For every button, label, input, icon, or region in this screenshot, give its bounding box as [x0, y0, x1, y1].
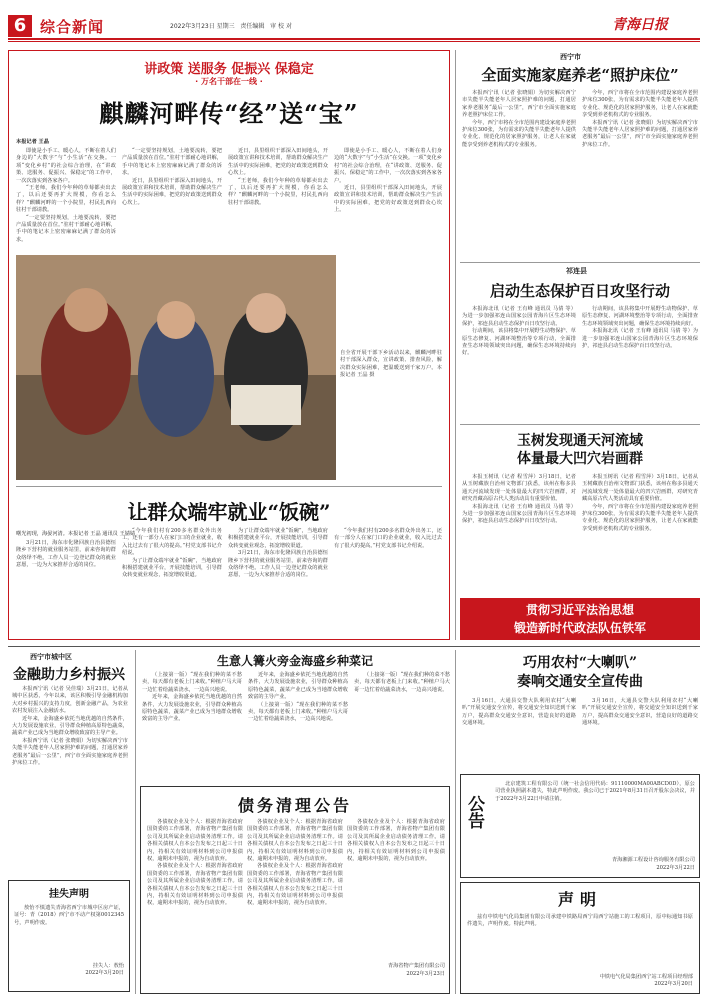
feature-body-col2	[122, 148, 222, 248]
paragraph: 今年，西宁市将在全市范围内建设家庭养老照护床位300张，为有需求的失能半失能老年人提供专业化、规范化的居家照护服务，让老人在家就能享受到养老机构式的专业服务。	[462, 119, 576, 148]
divider	[460, 424, 700, 425]
feature-caption	[340, 350, 442, 480]
paragraph: 本报海北讯（记者 王有峰 通讯员 马倩 等）为进一步加强祁连山国家公园青海片区生态环境保护，祁连县启动生态保护百日攻坚行动。	[462, 503, 576, 525]
paragraph: 兹有中铁电气化局集团有限公司承建中铁路局西宁局西宁站施工的工程项目，原中标通知书原件遗失，声明作废。特此声明。	[467, 914, 693, 928]
paragraph: （上接第一版）“现在我们种的菜不愁卖，每天都有老板上门来收。”种植户马大哥一边忙着给蔬菜浇水，一边高兴地说。	[354, 672, 450, 693]
caption-text: 自全省开展干部下乡活动以来，麒麟河畔驻村干部深入群众，宣讲政策、排查风险，解决群众实际困难，把温暖送到千家万户。本报记者 王晶 摄	[340, 350, 442, 379]
br-body-col2	[582, 698, 698, 768]
public-notice-signature: 青海湘源工程设计咨询服务有限公司	[611, 857, 695, 863]
lost-notice-date: 2022年3月20日	[85, 970, 124, 977]
lost-notice-signature: 挂失人：敖怡	[92, 963, 124, 969]
paragraph: 3月21日，海东市化隆回族自治县德恒隆乡下营村的就业服务站里，前来咨询的群众络绎不绝。工作人员一边登记群众的就业意愿，一边为大家推荐合适的岗位。	[228, 550, 328, 579]
paragraph: 各债权企业及个人：根据青海省政府国资委的工作部署，青海省物产集团有限公司及其所属企业启动债务清理工作。请各相关债权人自本公告发布之日起三十日内，持相关有效证明材料到公司申报债权，逾期未申报的，视为自动放弃。	[347, 819, 445, 863]
statement-box	[460, 882, 700, 994]
paragraph: “一定要坚持规划，土地要流转，要把产品质量放在首位。”驻村干部耐心地讲解，手中的笔记本上密密麻麻记满了群众的诉求。	[122, 148, 222, 177]
feature-body-col4	[334, 148, 442, 248]
mid-headline: 让群众端牢就业“饭碗”	[127, 500, 331, 524]
ad-banner-line2: 锻造新时代政法队伍铁军	[513, 621, 646, 635]
section-divider	[8, 646, 700, 647]
divider	[460, 262, 700, 263]
paragraph: 近日，县里组织干部深入田间地头，开展政策宣讲和技术培训，帮助群众解决生产生活中的实际困难，把党的好政策送到群众心坎上。	[334, 185, 442, 214]
feature-body-col3	[228, 148, 328, 248]
paragraph: （上接第一版）“现在我们种的菜不愁卖，每天都有老板上门来收。”种植户马大哥一边忙着给蔬菜浇水，一边高兴地说。	[142, 672, 242, 693]
right-body-2a	[462, 306, 576, 418]
ad-banner	[460, 598, 700, 640]
debt-notice-box	[140, 786, 450, 994]
divider	[16, 486, 442, 487]
public-notice-date: 2022年3月22日	[656, 865, 695, 871]
paragraph: 近年来，金海盛乡依托当地优越的自然条件，大力发展设施农业，引导群众种植高原特色蔬菜，蔬菜产业已成为当地群众增收致富的主导产业。	[248, 672, 348, 701]
ad-banner-line1: 贯彻习近平法治思想	[525, 603, 634, 617]
mid-body-col4	[334, 528, 442, 632]
statement-signature: 中铁电气化局集团西宁站工程项目经理部	[599, 974, 693, 980]
column-divider	[455, 650, 456, 994]
paragraph: 近日，县里组织干部深入田间地头，开展政策宣讲和技术培训，帮助群众解决生产生活中的实际困难，把党的好政策送到群众心坎上。	[228, 148, 328, 177]
br-body-col1	[462, 698, 576, 768]
public-notice-title: 公告	[464, 795, 484, 829]
header-editor: 责任编辑	[240, 23, 265, 30]
paragraph: 本报西宁讯（记者 吴佳瑞）3月21日，记者从城中区获悉，今年以来，该区积极引导金融机构加大对乡村振兴的支持力度，创新金融产品，为农业农村发展注入金融活水。	[12, 686, 128, 715]
bl-headline: 金融助力乡村振兴	[13, 667, 125, 683]
lost-notice-body	[14, 905, 124, 961]
paragraph: 本报西宁讯（记者 张晓娟）为切实解决西宁市失能半失能老年人居家照护难的问题，打通居家养老服务“最后一公里”，西宁市全面实施家庭养老照护床位工作。	[462, 90, 576, 119]
bm-body-col1	[142, 672, 242, 780]
mid-body-col2	[122, 528, 222, 632]
paragraph: 本报西宁讯（记者 张晓娟）为切实解决西宁市失能半失能老年人居家照护难的问题，打通居家养老服务“最后一公里”，西宁市全面实施家庭养老照护床位工作。	[12, 737, 128, 767]
debt-notice-signature: 青海省物产集团有限公司	[387, 963, 445, 969]
br-headline: 巧用农村“大喇叭” 奏响交通安全宣传曲	[517, 655, 643, 690]
right-body-3b	[582, 474, 698, 592]
right-body-1b	[582, 90, 698, 255]
paragraph: 本报海北讯（记者 王有峰 通讯员 马倩 等）为进一步加强祁连山国家公园青海片区生态环境保护，祁连县启动生态保护百日攻坚行动。	[462, 306, 576, 327]
right-body-3a	[462, 474, 576, 592]
header-meta	[170, 21, 292, 30]
paragraph: 本报玉树讯（记者 程雪萍）3月18日，记者从玉树藏族自治州文物部门获悉，该州在称多县通天河流域发现一处体量最大的凹穴岩画群，对研究青藏高原古代人类活动具有重要价值。	[582, 474, 698, 503]
masthead-logo: 青海日报	[612, 17, 668, 33]
header-date: 2022年3月23日 星期三	[170, 23, 235, 30]
right-headline-3: 玉树发现通天河流域 体量最大凹穴岩画群	[517, 433, 643, 467]
lost-notice-box	[8, 880, 130, 992]
header-proofreader: 审 校 对	[270, 23, 292, 30]
bm-body-col2	[248, 672, 348, 780]
paragraph: 本报西宁讯（记者 张晓娟）为切实解决西宁市失能半失能老年人居家照护难的问题，打通居家养老服务“最后一公里”，西宁市全面实施家庭养老照护床位工作。	[582, 119, 698, 148]
paragraph: 即使是小手工、暖心人，不断在着人们身边的“大数字”与“小生活”在交换。一项“变化乡村”的社会综合治理，在“讲政策、送服务、促振兴、保稳定”的工作中，一次次落实到各家各户。	[16, 148, 116, 184]
paragraph: 近年来，金海盛乡依托当地优越的自然条件，大力发展设施农业，引导群众种植高原特色蔬菜，蔬菜产业已成为当地群众增收致富的主导产业。	[142, 694, 242, 723]
paragraph: 3月21日，海东市化隆回族自治县德恒隆乡下营村的就业服务站里，前来咨询的群众络绎不绝。工作人员一边登记群众的就业意愿，一边为大家推荐合适的岗位。	[16, 540, 116, 569]
statement-body	[467, 914, 693, 972]
debt-notice-title: 债务清理公告	[237, 796, 352, 815]
bm-body-col3	[354, 672, 450, 780]
mid-byline: 曙光初现，海晏河清。本报记者 王晶 通讯员 王婧婧	[16, 531, 136, 537]
right-body-2b	[582, 306, 698, 418]
paragraph: 3月16日，大通县交警大队利用农村“大喇叭”开展交通安全宣传，将交通安全知识送到千家万户，提高群众交通安全意识，营造良好的道路交通环境。	[462, 698, 576, 727]
bl-dateline: 西宁市城中区	[30, 653, 72, 661]
header-rule	[8, 38, 700, 40]
feature-sub-kicker: · 万名干部在一线 ·	[195, 77, 263, 86]
debt-notice-body-col1	[147, 819, 243, 987]
statement-date: 2022年3月20日	[654, 981, 693, 988]
section-title: 综合新闻	[40, 18, 105, 36]
paragraph: 本报玉树讯（记者 程雪萍）3月18日，记者从玉树藏族自治州文物部门获悉，该州在称多县通天河流域发现一处体量最大的凹穴岩画群，对研究青藏高原古代人类活动具有重要价值。	[462, 474, 576, 503]
feature-photo-art	[16, 255, 336, 480]
paragraph: 北京建筑工程有限公司（统一社会信用代码：91110000MA00ABCD0D），原公司营业执照副本遗失，特此声明作废。我公司已于2021年8月31日召开股东会决议，并于2022年3月22日申请注销。	[495, 781, 695, 802]
right-dateline-1: 西宁市	[560, 53, 581, 61]
paragraph: 近日，县里组织干部深入田间地头，开展政策宣讲和技术培训，帮助群众解决生产生活中的实际困难，把党的好政策送到群众心坎上。	[122, 177, 222, 206]
paragraph: 各债权企业及个人：根据青海省政府国资委的工作部署，青海省物产集团有限公司及其所属企业启动债务清理工作。请各相关债权人自本公告发布之日起三十日内，持相关有效证明材料到公司申报债权，逾期未申报的，视为自动放弃。	[147, 819, 243, 863]
paragraph: 3月16日，大通县交警大队利用农村“大喇叭”开展交通安全宣传，将交通安全知识送到千家万户，提高群众交通安全意识，营造良好的道路交通环境。	[582, 698, 698, 727]
public-notice-box	[460, 774, 700, 878]
paragraph: 各债权企业及个人：根据青海省政府国资委的工作部署，青海省物产集团有限公司及其所属企业启动债务清理工作。请各相关债权人自本公告发布之日起三十日内，持相关有效证明材料到公司申报债权，逾期未申报的，视为自动放弃。	[247, 863, 343, 907]
paragraph: 为了让群众端牢就业“饭碗”，当地政府积极搭建就业平台，开展技能培训，引导群众转变就业观念，拓宽增收渠道。	[122, 557, 222, 579]
feature-byline: 本报记者 王晶	[16, 139, 49, 145]
right-headline-2: 启动生态保护百日攻坚行动	[489, 282, 670, 300]
paragraph: 各债权企业及个人：根据青海省政府国资委的工作部署，青海省物产集团有限公司及其所属企业启动债务清理工作。请各相关债权人自本公告发布之日起三十日内，持相关有效证明材料到公司申报债权，逾期未申报的，视为自动放弃。	[247, 819, 343, 863]
right-headline-1: 全面实施家庭养老“照护床位”	[481, 66, 679, 84]
paragraph: 行动期间，该县将集中开展野生动物保护、草原生态修复、河湖环境整治等专项行动，全面排查生态环境领域突出问题，确保生态环境持续向好。	[582, 306, 698, 327]
mid-body-col3	[228, 528, 328, 632]
paragraph: “王老师，我们今年种的草莓都卖出去了，以后还要再扩大规模，你看怎么样？”麒麟河畔的一个小院里，村民扎西向驻村干部请教。	[16, 185, 116, 214]
header-rule-thin	[8, 41, 700, 42]
debt-notice-body-col2	[247, 819, 343, 987]
paragraph: 各债权企业及个人：根据青海省政府国资委的工作部署，青海省物产集团有限公司及其所属企业启动债务清理工作。请各相关债权人自本公告发布之日起三十日内，持相关有效证明材料到公司申报债权，逾期未申报的，视为自动放弃。	[147, 863, 243, 907]
paragraph: “一定要坚持规划，土地要流转，要把产品质量放在首位。”驻村干部耐心地讲解，手中的笔记本上密密麻麻记满了群众的诉求。	[16, 214, 116, 243]
right-body-1a	[462, 90, 576, 255]
paragraph: （上接第一版）“现在我们种的菜不愁卖，每天都有老板上门来收。”种植户马大哥一边忙着给蔬菜浇水，一边高兴地说。	[248, 701, 348, 723]
feature-kicker: 讲政策 送服务 促振兴 保稳定	[144, 62, 314, 77]
bl-body	[12, 686, 128, 872]
bm-headline: 生意人篝火旁金海盛乡种菜记	[216, 654, 373, 668]
paragraph: 近年来，金海盛乡依托当地优越的自然条件，大力发展设施农业，引导群众种植高原特色蔬菜，蔬菜产业已成为当地群众增收致富的主导产业。	[12, 715, 128, 737]
public-notice-body	[495, 781, 695, 851]
paragraph: 敖怡不慎遗失青海省西宁市城中区房产证，证号：青（2018）西宁市不动产权第0012345号，声明作废。	[14, 905, 124, 926]
paragraph: 今年，西宁市将在全市范围内建设家庭养老照护床位300张，为有需求的失能半失能老年人提供专业化、规范化的居家照护服务，让老人在家就能享受到养老机构式的专业服务。	[582, 503, 698, 532]
paragraph: 行动期间，该县将集中开展野生动物保护、草原生态修复、河湖环境整治等专项行动，全面排查生态环境领域突出问题，确保生态环境持续向好。	[462, 328, 576, 357]
paragraph: “今年我们村有200多名群众外出务工，还有一部分人在家门口的企业就业，收入比过去有了很大的提高。”村党支部书记介绍说。	[334, 528, 442, 549]
debt-notice-body-col3	[347, 819, 445, 959]
paragraph: 今年，西宁市将在全市范围内建设家庭养老照护床位300张，为有需求的失能半失能老年人提供专业化、规范化的居家照护服务，让老人在家就能享受到养老机构式的专业服务。	[582, 90, 698, 119]
lost-notice-title: 挂失声明	[49, 889, 89, 900]
feature-photo	[16, 255, 336, 480]
feature-headline: 麒麟河畔传“经”送“宝”	[99, 99, 359, 128]
right-dateline-2: 祁连县	[566, 267, 587, 275]
statement-title: 声明	[557, 890, 602, 909]
column-divider	[455, 50, 456, 640]
paragraph: 即使是小手工、暖心人，不断在着人们身边的“大数字”与“小生活”在交换。一项“变化乡村”的社会综合治理，在“讲政策、送服务、促振兴、保稳定”的工作中，一次次落实到各家各户。	[334, 148, 442, 184]
paragraph: “今年我们村有200多名群众外出务工，还有一部分人在家门口的企业就业，收入比过去有了很大的提高。”村党支部书记介绍说。	[122, 528, 222, 557]
debt-notice-date: 2022年3月23日	[406, 971, 445, 977]
column-divider	[135, 650, 136, 994]
page-number: 6	[8, 15, 32, 37]
mid-body-col1	[16, 540, 116, 632]
paragraph: 本报海北讯（记者 王有峰 通讯员 马倩 等）为进一步加强祁连山国家公园青海片区生态环境保护，祁连县启动生态保护百日攻坚行动。	[582, 328, 698, 350]
paragraph: 为了让群众端牢就业“饭碗”，当地政府积极搭建就业平台，开展技能培训，引导群众转变就业观念，拓宽增收渠道。	[228, 528, 328, 549]
paragraph: “王老师，我们今年种的草莓都卖出去了，以后还要再扩大规模，你看怎么样？”麒麟河畔的一个小院里，村民扎西向驻村干部请教。	[228, 177, 328, 206]
